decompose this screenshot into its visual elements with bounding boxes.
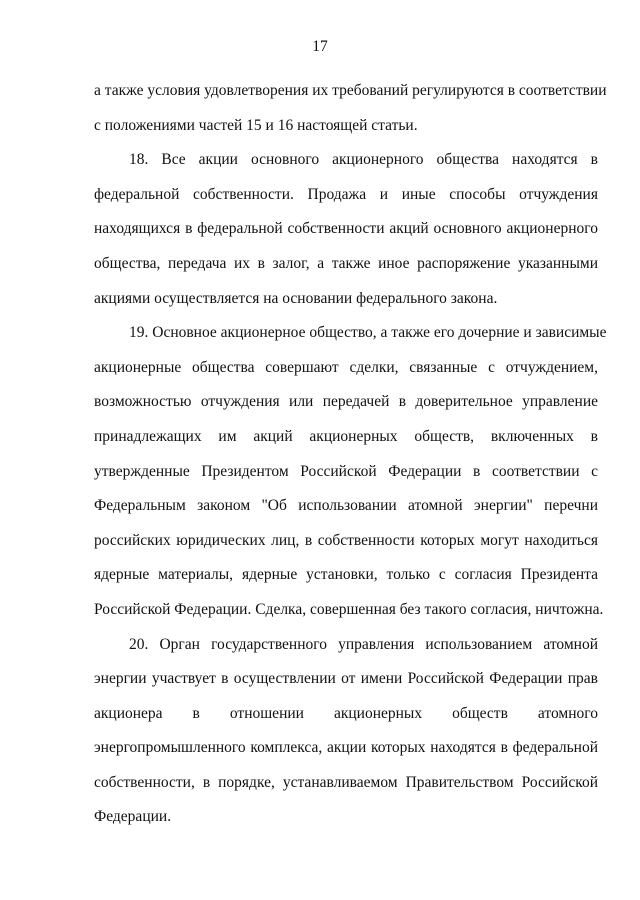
text-line: ядерные материалы, ядерные установки, только с согласия Президента [94,566,598,584]
text-line-last: с положениями частей 15 и 16 настоящей статьи. [94,116,418,134]
paragraph-continuation [94,74,607,143]
text-line-first: 19. Основное акционерное общество, а также его дочерние и зависимые [129,324,607,342]
text-line: российских юридических лиц, в собственности которых могут находиться [94,531,598,549]
text-line-last: Российской Федерации. Сделка, совершенная без такого согласия, ничтожна. [94,600,604,618]
text-line: акционерные общества совершают сделки, связанные с отчуждением, [94,358,598,376]
text-line: акционера в отношении акционерных обществ атомного [94,704,598,722]
text-line: принадлежащих им акций акционерных обществ, включенных в [94,427,598,445]
text-line: общества, передача их в залог, а также иное распоряжение указанными [94,254,598,272]
text-line-first: 20. Орган государственного управления использованием атомной [129,635,598,653]
text-line: энергии участвует в осуществлении от имени Российской Федерации прав [94,670,598,688]
text-line-last: акциями осуществляется на основании федерального закона. [94,289,498,307]
text-line: утвержденные Президентом Российской Федерации в соответствии с [94,462,598,480]
text-line: возможностью отчуждения или передачей в доверительное управление [94,393,598,411]
text-line: находящихся в федеральной собственности акций основного акционерного [94,220,598,238]
text-line-last: Федерации. [94,808,172,826]
paragraph-clause-20 [94,628,598,836]
text-line: собственности, в порядке, устанавливаемом Правительством Российской [94,773,598,791]
text-line: федеральной собственности. Продажа и иные способы отчуждения [94,185,598,203]
document-body [94,74,607,835]
paragraph-clause-18 [94,143,598,316]
text-line: Федеральным законом "Об использовании атомной энергии" перечни [94,497,598,515]
text-line: а также условия удовлетворения их требований регулируются в соответствии [94,82,607,99]
text-line: энергопромышленного комплекса, акции которых находятся в федеральной [94,739,598,757]
text-line-first: 18. Все акции основного акционерного общества находятся в [129,151,598,169]
page-number: 17 [312,38,328,55]
paragraph-clause-19 [94,316,607,627]
